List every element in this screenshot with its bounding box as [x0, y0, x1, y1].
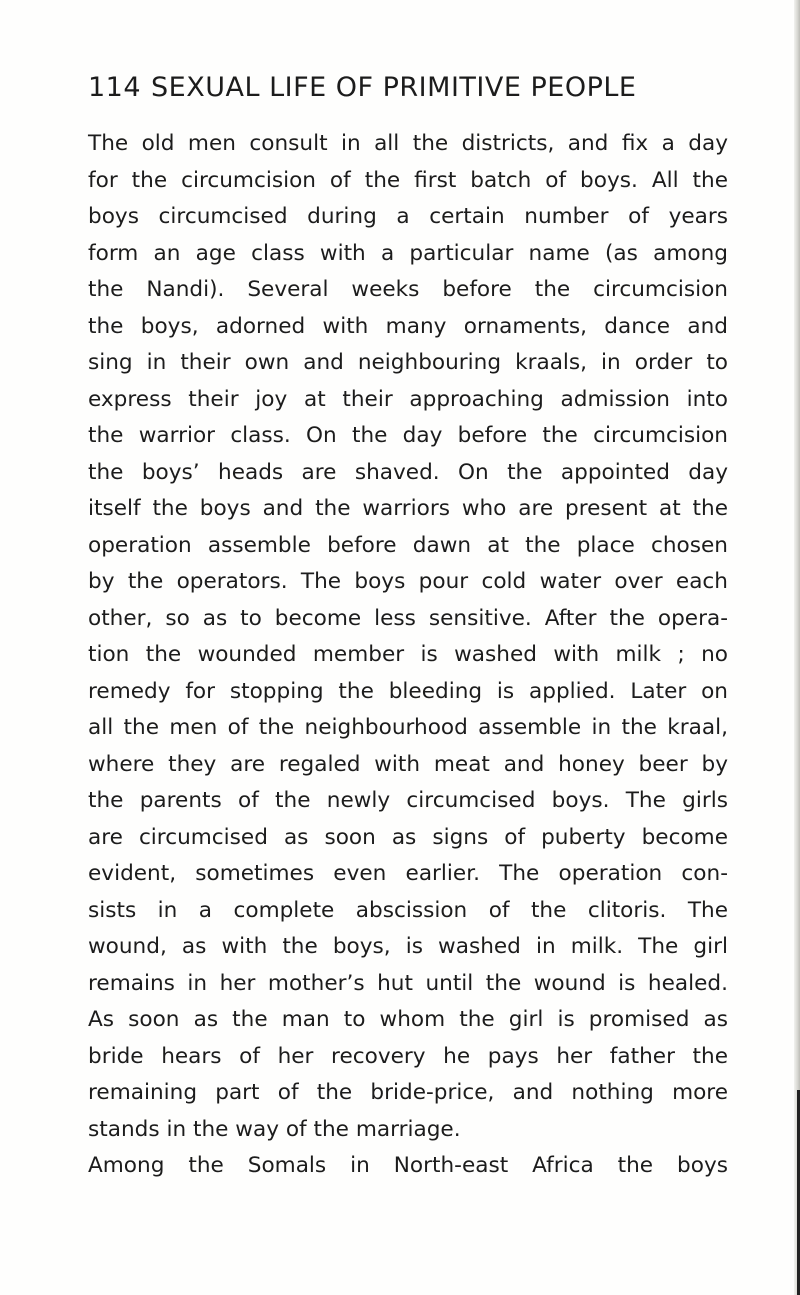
text-line: remains in her mother’s hut until the wound is healed.: [88, 970, 728, 996]
text-line: all the men of the neighbourhood assemble in the kraal,: [88, 715, 728, 740]
text-line: evident, sometimes even earlier. The operation con-: [88, 861, 728, 886]
text-line: for the circumcision of the first batch of boys. All the: [88, 167, 728, 193]
text-line: sing in their own and neighbouring kraals, in order to: [88, 350, 728, 375]
text-line: tion the wounded member is washed with milk ; no: [88, 642, 728, 667]
text-line: boys circumcised during a certain number of years: [88, 204, 728, 229]
text-line: the boys, adorned with many ornaments, dance and: [88, 313, 728, 339]
text-line: wound, as with the boys, is washed in milk. The girl: [88, 934, 728, 959]
text-line: The old men consult in all the districts, and fix a day: [88, 131, 728, 156]
text-line: the boys’ heads are shaved. On the appointed day: [88, 459, 728, 485]
text-line: operation assemble before dawn at the place chosen: [88, 532, 728, 558]
text-line: form an age class with a particular name (as among: [88, 240, 728, 266]
text-line: bride hears of her recovery he pays her father the: [88, 1043, 728, 1069]
text-line: other, so as to become less sensitive. After the opera-: [88, 605, 728, 631]
text-line: itself the boys and the warriors who are present at the: [88, 496, 728, 521]
text-line: the warrior class. On the day before the circumcision: [88, 423, 728, 448]
text-line: remedy for stopping the bleeding is applied. Later on: [88, 678, 728, 704]
text-line: sists in a complete abscission of the clitoris. The: [88, 897, 728, 923]
running-header: [88, 68, 708, 108]
text-line: where they are regaled with meat and honey beer by: [88, 751, 728, 777]
page-number: 114: [88, 72, 142, 103]
text-line: As soon as the man to whom the girl is promised as: [88, 1007, 728, 1032]
text-line: the Nandi). Several weeks before the circumcision: [88, 277, 728, 302]
text-line: are circumcised as soon as signs of puberty become: [88, 824, 728, 850]
text-line: stands in the way of the marriage.: [88, 1116, 461, 1142]
text-line: Among the Somals in North-east Africa the boys: [88, 1153, 728, 1178]
text-line: remaining part of the bride-price, and nothing more: [88, 1080, 728, 1105]
running-title: SEXUAL LIFE OF PRIMITIVE PEOPLE: [151, 72, 637, 103]
text-line: the parents of the newly circumcised boys. The girls: [88, 788, 728, 813]
text-line: express their joy at their approaching admission into: [88, 386, 728, 412]
text-line: by the operators. The boys pour cold water over each: [88, 569, 728, 594]
body-text: [88, 126, 728, 1185]
